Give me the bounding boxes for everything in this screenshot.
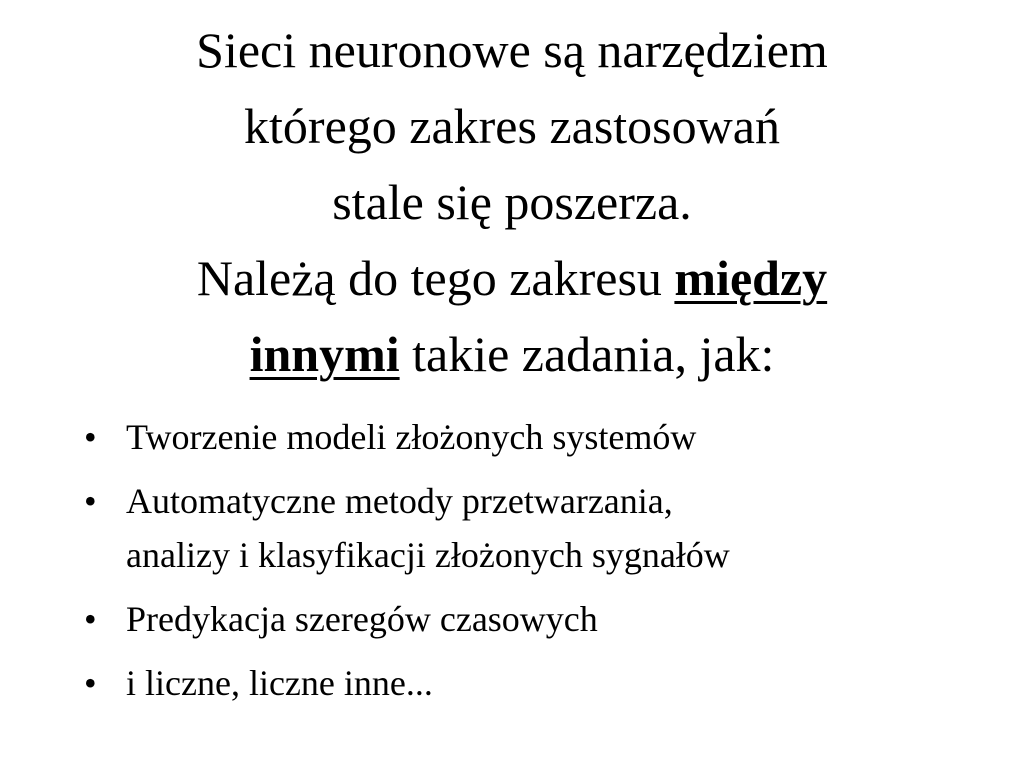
- list-item-text: Automatyczne metody przetwarzania,: [126, 481, 673, 521]
- bullet-icon: •: [84, 481, 97, 521]
- list-item-text: Tworzenie modeli złożonych systemów: [126, 417, 697, 457]
- title-line-1: Sieci neuronowe są narzędziem: [196, 22, 828, 78]
- title-line-2: którego zakres zastosowań: [244, 98, 780, 154]
- bullet-icon: •: [84, 599, 97, 639]
- list-item: [84, 474, 984, 582]
- title-line-3: stale się poszerza.: [332, 174, 692, 230]
- bullet-list: [84, 410, 984, 720]
- list-item: [84, 592, 984, 646]
- title-emphasis-innymi: innymi: [249, 326, 400, 382]
- list-item-text: i liczne, liczne inne...: [126, 663, 433, 703]
- list-item-text: Predykacja szeregów czasowych: [126, 599, 598, 639]
- list-item: [84, 656, 984, 710]
- bullet-icon: •: [84, 417, 97, 457]
- title-line-5: [40, 316, 984, 392]
- bullet-icon: •: [84, 663, 97, 703]
- title-line-4: [40, 240, 984, 316]
- title-line-4-prefix: Należą do tego zakresu: [196, 250, 675, 306]
- title-line-5-suffix: takie zadania, jak:: [399, 326, 775, 382]
- title-emphasis-miedzy: między: [674, 250, 828, 306]
- list-item: [84, 410, 984, 464]
- slide-title: [40, 12, 984, 392]
- list-item-text-continued: analizy i klasyfikacji złożonych sygnałów: [126, 535, 730, 575]
